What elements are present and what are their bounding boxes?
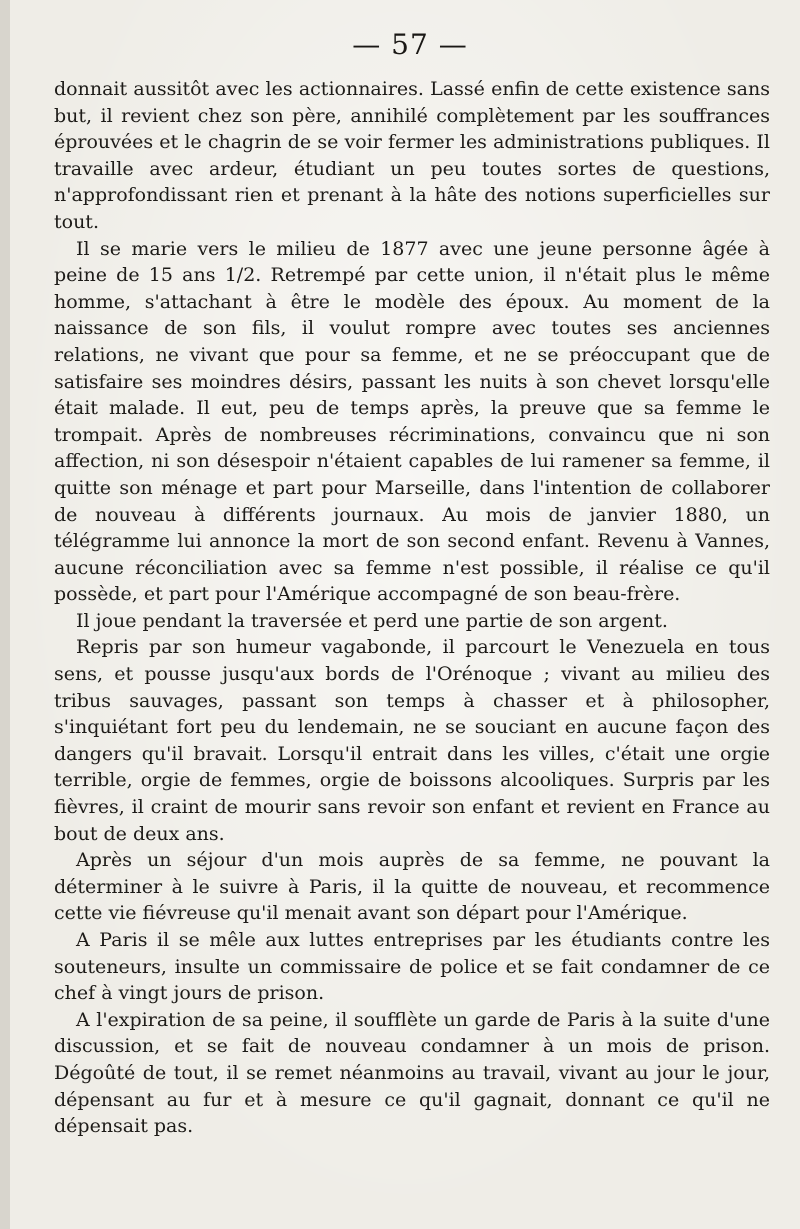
page-number: — 57 —: [352, 28, 468, 61]
paragraph: A l'expiration de sa peine, il soufflète un garde de Paris à la suite d'une discussion, et se fait de nouveau condamner à un mois de prison. Dégoûté de tout, il se remet néanmoins au travail, vivant au jour le jour, dépensant au fur et à mesure ce qu'il gagnait, donnant ce qu'il ne dépensait pas.: [54, 1008, 770, 1138]
paragraph: Repris par son humeur vagabonde, il parcourt le Venezuela en tous sens, et pousse jusqu'aux bords de l'Orénoque ; vivant au milieu des tribus sauvages, passant son temps à chasser et à philosopher, s'inquiétant fort peu du lendemain, ne se souciant en aucune façon des dangers qu'il bravait. Lorsqu'il entrait dans les villes, c'était une orgie terrible, orgie de femmes, orgie de boissons alcooliques. Surpris par les fièvres, il craint de mourir sans revoir son enfant et revient en France au bout de deux ans.: [54, 636, 770, 845]
paragraph: Il joue pendant la traversée et perd une partie de son argent.: [76, 609, 668, 632]
paragraph: Il se marie vers le milieu de 1877 avec une jeune personne âgée à peine de 15 ans 1/2. Retrempé par cette union, il n'était plus le même homme, s'attachant à être le modèle des époux. Au moment de la naissance de son fils, il voulut rompre avec toutes ses anciennes relations, ne vivant que pour sa femme, et ne se préoccupant que de satisfaire ses moindres désirs, passant les nuits à son chevet lorsqu'elle était malade. Il eut, peu de temps après, la preuve que sa femme le trompait. Après de nombreuses récriminations, convaincu que ni son affection, ni son désespoir n'étaient capables de lui ramener sa femme, il quitte son ménage et part pour Marseille, dans l'intention de collaborer de nouveau à différents journaux. Au mois de janvier 1880, un télégramme lui annonce la mort de son second enfant. Revenu à Vannes, aucune réconciliation avec sa femme n'est possible, il réalise ce qu'il possède, et part pour l'Amérique accompagné de son beau-frère.: [54, 237, 770, 606]
paragraph: donnait aussitôt avec les actionnaires. Lassé enfin de cette existence sans but, il revient chez son père, annihilé complètement par les souffrances éprouvées et le chagrin de se voir fermer les administrations publiques. Il travaille avec ardeur, étudiant un peu toutes sortes de questions, n'approfondissant rien et prenant à la hâte des notions superficielles sur tout.: [54, 78, 770, 233]
body-text: [54, 76, 770, 1140]
paragraph: Après un séjour d'un mois auprès de sa femme, ne pouvant la déterminer à le suivre à Paris, il la quitte de nouveau, et recommence cette vie fiévreuse qu'il menait avant son départ pour l'Amérique.: [54, 849, 770, 925]
paragraph: A Paris il se mêle aux luttes entreprises par les étudiants contre les souteneurs, insulte un commissaire de police et se fait condamner de ce chef à vingt jours de prison.: [54, 929, 770, 1005]
